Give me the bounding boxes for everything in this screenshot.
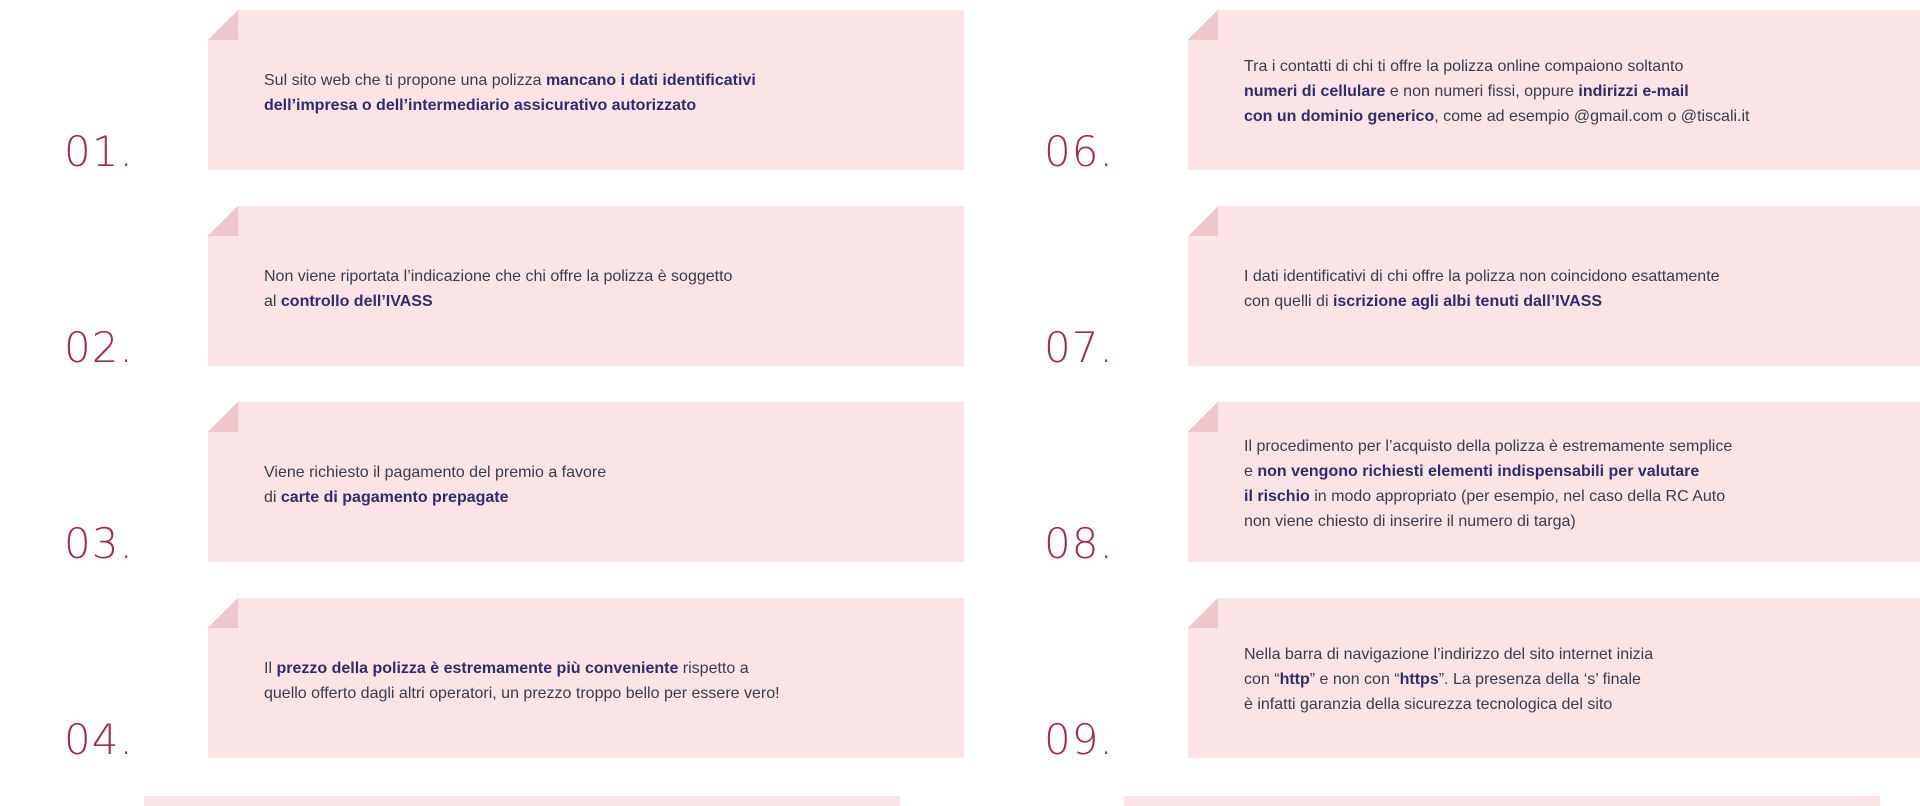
tip-text-line [264,289,944,314]
tip-text-segment: al [264,293,281,310]
tip-item [1044,598,1920,762]
tip-number: 09. [1044,715,1114,764]
tip-text-line [1244,692,1920,717]
tip-text-segment: Tra i contatti di chi ti offre la polizza online compaiono soltanto [1244,58,1684,75]
folded-corner-icon [1188,10,1218,40]
tip-text-emphasis: https [1399,671,1439,688]
tip-number: 08. [1044,519,1114,568]
tip-text-emphasis: mancano i dati identificativi [545,72,756,89]
tip-text-emphasis: dell’impresa o dell’intermediario assicurativo autorizzato [264,97,697,114]
tip-text-segment: Nella barra di navigazione l’indirizzo del sito internet inizia [1244,646,1654,663]
tip-text-line [1244,264,1920,289]
tip-text [264,460,944,510]
tip-text-segment: Non viene riportata l’indicazione che chi offre la polizza è soggetto [264,268,733,285]
tip-text-emphasis: carte di pagamento prepagate [280,489,509,506]
folded-corner-icon [1188,598,1218,628]
tip-text-segment: con “ [1244,671,1280,688]
tip-text-segment: Il [264,660,277,677]
tip-text-segment: non viene chiesto di inserire il numero di targa) [1244,513,1576,530]
tip-item [1044,206,1920,370]
tip-text-segment: quello offerto dagli altri operatori, un prezzo troppo bello per essere vero! [264,685,780,702]
tip-number: 04. [64,715,134,764]
tip-text-line [1244,459,1920,484]
tip-text-emphasis: non vengono richiesti elementi indispensabili per valutare [1257,463,1700,480]
tip-card [1188,206,1920,366]
tip-text-emphasis: controllo dell’IVASS [280,293,433,310]
tip-text-segment: ” e non con “ [1309,671,1400,688]
tip-card [1188,10,1920,170]
tip-text-segment: rispetto a [678,660,749,677]
tip-text-segment: è infatti garanzia della sicurezza tecnologica del sito [1244,696,1613,713]
tip-text [264,264,944,314]
tip-item [1044,10,1920,174]
tip-text-line [1244,434,1920,459]
tip-card [208,598,964,758]
tip-item [64,402,1044,566]
tip-text-segment: e non numeri fissi, oppure [1385,83,1579,100]
tip-item [64,598,1044,762]
tip-text-line [264,485,944,510]
tip-text-emphasis: iscrizione agli albi tenuti dall’IVASS [1332,293,1603,310]
tip-number: 03. [64,519,134,568]
folded-corner-icon [208,10,238,40]
tip-text [1244,264,1920,314]
tip-number: 06. [1044,127,1114,176]
tip-text [1244,54,1920,129]
tip-text-line [264,460,944,485]
tip-card [208,10,964,170]
tip-text-emphasis: indirizzi e-mail [1578,83,1689,100]
partial-card-left [144,796,900,806]
tip-text-line [1244,509,1920,534]
tip-text-line [1244,642,1920,667]
tip-text-line [1244,54,1920,79]
tip-card [208,402,964,562]
tip-text-segment: e [1244,463,1258,480]
partial-card-right [1124,796,1880,806]
tip-text-segment: in modo appropriato (per esempio, nel caso della RC Auto [1309,488,1726,505]
tip-text-line [1244,484,1920,509]
tip-text [264,656,944,706]
tip-item [64,10,1044,174]
tip-text-segment: con quelli di [1244,293,1333,310]
tip-card [1188,598,1920,758]
tip-text-emphasis: http [1279,671,1310,688]
tip-item [64,206,1044,370]
tip-text-emphasis: prezzo della polizza è estremamente più conveniente [276,660,679,677]
tip-number: 02. [64,323,134,372]
tip-text-emphasis: con un dominio generico [1244,108,1435,125]
tip-text-line [1244,104,1920,129]
tip-text-segment: Sul sito web che ti propone una polizza [264,72,546,89]
tip-text-line [264,681,944,706]
tip-text [264,68,944,118]
tip-card [1188,402,1920,562]
tip-number: 07. [1044,323,1114,372]
tip-number: 01. [64,127,134,176]
folded-corner-icon [208,402,238,432]
tip-text-segment: I dati identificativi di chi offre la polizza non coincidono esattamente [1244,268,1720,285]
folded-corner-icon [208,598,238,628]
tip-text-line [264,656,944,681]
tip-text-segment: , come ad esempio @gmail.com o @tiscali.it [1434,108,1750,125]
tip-text [1244,642,1920,717]
folded-corner-icon [208,206,238,236]
tip-text [1244,434,1920,534]
tip-text-line [264,93,944,118]
tip-text-line [1244,289,1920,314]
tip-text-emphasis: il rischio [1244,488,1310,505]
tip-text-line [264,264,944,289]
tip-text-line [1244,79,1920,104]
tip-text-line [264,68,944,93]
tip-text-segment: Il procedimento per l’acquisto della polizza è estremamente semplice [1244,438,1733,455]
tip-text-segment: Viene richiesto il pagamento del premio a favore [264,464,607,481]
tip-text-segment: di [264,489,281,506]
tip-card [208,206,964,366]
tip-text-segment: ”. La presenza della ‘s’ finale [1438,671,1641,688]
tip-text-line [1244,667,1920,692]
tip-text-emphasis: numeri di cellulare [1244,83,1386,100]
tip-item [1044,402,1920,566]
folded-corner-icon [1188,206,1218,236]
folded-corner-icon [1188,402,1218,432]
